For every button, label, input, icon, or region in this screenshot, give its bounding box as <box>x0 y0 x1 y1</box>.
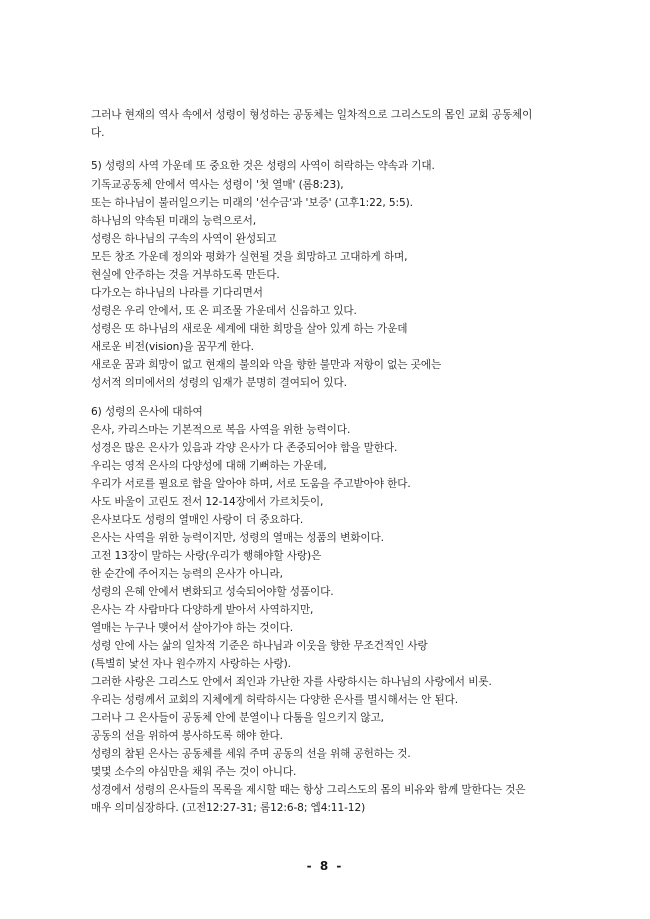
section-6-line: 몇몇 소수의 야심만을 채워 주는 것이 아니다. <box>91 766 297 778</box>
section-6-line: 우리가 서로를 필요로 함을 알아야 하며, 서로 도움을 주고받아야 한다. <box>91 478 411 490</box>
section-6-line: 성경에서 성령의 은사들의 목록을 제시할 때는 항상 그리스도의 몸의 비유와 함께 말한다는 것은 <box>91 784 526 796</box>
section-6-line: 은사, 카리스마는 기본적으로 복음 사역을 위한 능력이다. <box>91 424 351 436</box>
section-5-line: 다가오는 하나님의 나라를 기다리면서 <box>91 287 263 299</box>
section-6-line: 성경은 많은 은사가 있음과 각양 은사가 다 존중되어야 함을 말한다. <box>91 442 398 454</box>
intro-line-1: 그러나 현재의 역사 속에서 성령이 형성하는 공동체는 일차적으로 그리스도의 몸인 교회 공동체이 <box>91 109 533 121</box>
section-5-line: 성서적 의미에서의 성령의 임재가 분명히 결여되어 있다. <box>91 377 347 389</box>
section-5-line: 기독교공동체 안에서 역사는 성령이 '첫 열매' (롬8:23), <box>91 179 344 191</box>
page-number: - 8 - <box>306 859 344 873</box>
section-6-line: 공동의 선을 위하여 봉사하도록 해야 한다. <box>91 730 283 742</box>
section-6-line: 매우 의미심장하다. (고전12:27-31; 롬12:6-8; 엡4:11-12) <box>91 802 366 814</box>
section-5-line: 새로운 비전(vision)을 꿈꾸게 한다. <box>91 341 254 353</box>
section-6-line: 은사는 각 사람마다 다양하게 받아서 사역하지만, <box>91 604 314 616</box>
section-5-line: 모든 창조 가운데 정의와 평화가 실현될 것을 희망하고 고대하게 하며, <box>91 251 408 263</box>
section-6-line: (특별히 낯선 자나 원수까지 사랑하는 사랑). <box>91 658 291 670</box>
section-5-line: 현실에 안주하는 것을 거부하도록 만든다. <box>91 269 280 281</box>
section-5-heading: 5) 성령의 사역 가운데 또 중요한 것은 성령의 사역이 허락하는 약속과 기대. <box>91 160 435 172</box>
section-6-line: 성령의 은혜 안에서 변화되고 성숙되어야할 성품이다. <box>91 586 334 598</box>
section-6-line: 은사보다도 성령의 열매인 사랑이 더 중요하다. <box>91 514 304 526</box>
section-5-line: 성령은 또 하나님의 새로운 세계에 대한 희망을 살아 있게 하는 가운데 <box>91 323 408 335</box>
section-6-line: 은사는 사역을 위한 능력이지만, 성령의 열매는 성품의 변화이다. <box>91 532 384 544</box>
section-6-line: 고전 13장이 말하는 사랑(우리가 행해야할 사랑)은 <box>91 550 322 562</box>
section-5-line: 새로운 꿈과 희망이 없고 현재의 불의와 악을 향한 불만과 저항이 없는 곳에는 <box>91 359 442 371</box>
section-6-line: 성령 안에 사는 삶의 일차적 기준은 하나님과 이웃을 향한 무조건적인 사랑 <box>91 640 428 652</box>
section-6-line: 한 순간에 주어지는 능력의 은사가 아니라, <box>91 568 283 580</box>
section-6-line: 우리는 영적 은사의 다양성에 대해 기뻐하는 가운데, <box>91 460 327 472</box>
section-6-heading: 6) 성령의 은사에 대하여 <box>91 406 203 418</box>
section-5-line: 성령은 하나님의 구속의 사역이 완성되고 <box>91 233 277 245</box>
section-6-line: 성령의 참된 은사는 공동체를 세워 주며 공동의 선을 위해 공헌하는 것. <box>91 748 411 760</box>
section-6-line: 그러나 그 은사들이 공동체 안에 분열이나 다툼을 일으키지 않고, <box>91 712 384 724</box>
section-6-line: 열매는 누구나 맺어서 살아가야 하는 것이다. <box>91 622 294 634</box>
section-6-line: 사도 바울이 고린도 전서 12-14장에서 가르치듯이, <box>91 496 324 508</box>
section-5-line: 또는 하나님이 불러일으키는 미래의 '선수금'과 '보증' (고후1:22, 5:5). <box>91 197 413 209</box>
section-6-line: 그러한 사랑은 그리스도 안에서 죄인과 가난한 자를 사랑하시는 하나님의 사랑에서 비롯. <box>91 676 492 688</box>
section-6-line: 우리는 성령께서 교회의 지체에게 허락하시는 다양한 은사를 멸시해서는 안 된다. <box>91 694 459 706</box>
section-5-line: 하나님의 약속된 미래의 능력으로서, <box>91 215 257 227</box>
intro-line-2: 다. <box>91 127 105 139</box>
section-5-line: 성령은 우리 안에서, 또 온 피조물 가운데서 신음하고 있다. <box>91 305 357 317</box>
